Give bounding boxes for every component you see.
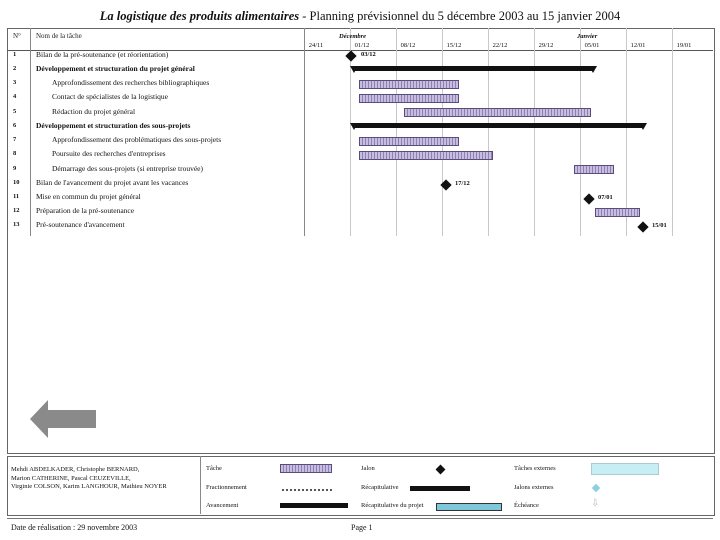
legend-external-task-swatch xyxy=(591,463,659,475)
footer-date: Date de réalisation : 29 novembre 2003 xyxy=(11,523,138,532)
legend-task-swatch xyxy=(280,464,332,473)
title-main: La logistique des produits alimentaires xyxy=(99,9,300,23)
day-label: 01/12 xyxy=(354,42,370,49)
author-line: Virginie COLSON, Karim LANGHOUR, Mathieu NOYER xyxy=(11,483,167,490)
task-num: 4 xyxy=(13,93,17,100)
task-bar xyxy=(359,94,459,103)
task-num: 9 xyxy=(13,165,17,172)
authors-block xyxy=(11,466,196,492)
task-bar xyxy=(595,208,640,217)
month-december: Décembre xyxy=(339,33,367,40)
task-num: 8 xyxy=(13,150,17,157)
task-name: Mise en commun du projet général xyxy=(36,192,141,201)
legend-label-avancement: Avancement xyxy=(206,502,239,509)
day-label: 15/12 xyxy=(446,42,462,49)
task-name: Pré-soutenance d'avancement xyxy=(36,220,125,229)
summary-cap xyxy=(639,123,647,130)
task-num: 12 xyxy=(13,207,20,214)
day-label: 29/12 xyxy=(538,42,554,49)
page-title xyxy=(0,9,720,24)
task-bar xyxy=(359,137,459,146)
summary-cap xyxy=(350,123,358,130)
task-name: Développement et structuration des sous-projets xyxy=(36,121,191,130)
title-rest: - Planning prévisionnel du 5 décembre 2003 au 15 janvier 2004 xyxy=(299,9,621,23)
summary-bar xyxy=(354,66,593,71)
back-arrow-icon[interactable] xyxy=(30,398,98,440)
month-january: Janvier xyxy=(577,33,598,40)
task-name: Poursuite des recherches d'entreprises xyxy=(52,149,166,158)
col-divider xyxy=(30,28,31,236)
milestone-label: 17/12 xyxy=(455,180,470,187)
footer-page: Page 1 xyxy=(351,523,373,532)
legend-label-recapitulative: Récapitulative xyxy=(361,484,399,491)
task-num: 1 xyxy=(13,51,17,58)
day-label: 24/11 xyxy=(308,42,324,49)
summary-cap xyxy=(589,66,597,73)
legend-label-echeance: Échéance xyxy=(514,502,539,509)
task-name: Rédaction du projet général xyxy=(52,107,136,116)
milestone-label: 03/12 xyxy=(361,51,376,58)
legend-divider xyxy=(200,456,201,514)
author-line: Marion CATHERINE, Pascal CEUZEVILLE, xyxy=(11,474,131,482)
task-num: 13 xyxy=(13,221,20,228)
legend-label-jalon: Jalon xyxy=(361,465,375,472)
day-label: 22/12 xyxy=(492,42,508,49)
legend-label-jalons-externes: Jalons externes xyxy=(514,484,554,491)
task-name: Bilan de l'avancement du projet avant les vacances xyxy=(36,178,189,187)
task-num: 10 xyxy=(13,179,20,186)
footer-divider xyxy=(7,518,713,519)
day-label: 12/01 xyxy=(630,42,646,49)
summary-bar xyxy=(354,123,643,128)
legend-summary-swatch xyxy=(410,486,470,491)
legend-split-swatch xyxy=(282,489,332,491)
summary-cap xyxy=(350,66,358,73)
task-num: 7 xyxy=(13,136,17,143)
task-name: Approfondissement des problématiques des sous-projets xyxy=(52,135,222,144)
grid-line xyxy=(672,28,673,236)
task-bar xyxy=(359,80,459,89)
task-name: Contact de spécialistes de la logistique xyxy=(52,92,169,101)
task-num: 5 xyxy=(13,108,17,115)
task-num: 6 xyxy=(13,122,17,129)
task-num: 11 xyxy=(13,193,20,200)
task-name: Bilan de la pré-soutenance (et réorientation) xyxy=(36,50,169,59)
day-label: 05/01 xyxy=(584,42,600,49)
legend-label-recap-projet: Récapitulative du projet xyxy=(361,502,424,509)
col-divider xyxy=(304,28,305,236)
task-bar xyxy=(359,151,493,160)
task-bar xyxy=(574,165,614,174)
header-num: N° xyxy=(13,32,21,40)
author-line: Mehdi ABDELKADER, Christophe BERNARD, xyxy=(11,466,140,473)
day-label: 19/01 xyxy=(676,42,692,49)
legend-label-tache: Tâche xyxy=(206,465,222,472)
grid-line xyxy=(580,28,581,236)
legend-label-fractionnement: Fractionnement xyxy=(206,484,247,491)
legend-label-taches-externes: Tâches externes xyxy=(514,465,556,472)
grid-line xyxy=(396,28,397,236)
grid-line xyxy=(534,28,535,236)
grid-line xyxy=(626,28,627,236)
milestone-label: 15/01 xyxy=(652,222,667,229)
header-name: Nom de la tâche xyxy=(36,32,82,40)
task-name: Préparation de la pré-soutenance xyxy=(36,206,135,215)
deadline-icon: ⇩ xyxy=(591,498,600,509)
day-label: 08/12 xyxy=(400,42,416,49)
task-name: Développement et structuration du projet général xyxy=(36,64,195,73)
task-name: Démarrage des sous-projets (si entreprise trouvée) xyxy=(52,164,203,173)
task-bar xyxy=(404,108,591,117)
milestone-label: 07/01 xyxy=(598,194,613,201)
grid-line xyxy=(488,28,489,236)
task-num: 2 xyxy=(13,65,17,72)
legend-project-summary-swatch xyxy=(436,503,502,511)
grid-line xyxy=(442,28,443,236)
task-name: Approfondissement des recherches bibliographiques xyxy=(52,78,210,87)
task-num: 3 xyxy=(13,79,17,86)
legend-progress-swatch xyxy=(280,503,348,508)
